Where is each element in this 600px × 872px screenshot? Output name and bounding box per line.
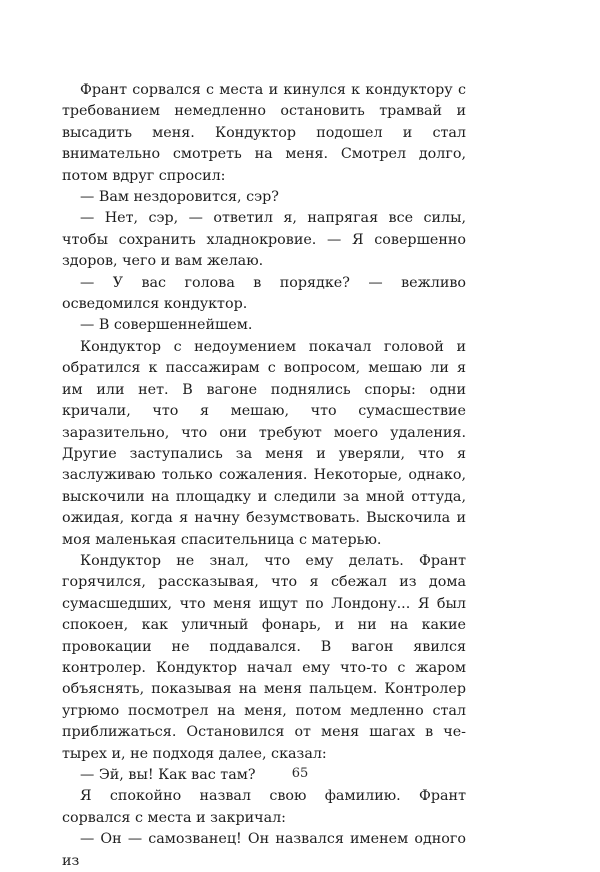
- page-number: 65: [291, 766, 309, 781]
- paragraph: — В совершеннейшем.: [80, 317, 253, 334]
- paragraph: — Вам нездоровится, сэр?: [80, 189, 279, 206]
- paragraph: Кондуктор не знал, что ему делать. Франт горячился, рассказывая, что я сбежал из дома сумасшедших, что меня ищут по Лондону... Я был спокоен, как уличный фонарь, и ни на какие провокации не поддавался. В вагон явился контролер. Кондуктор начал ему что-то с жаром объяснять, показывая на меня пальцем. Контролер угрюмо посмотрел на меня, потом медленно стал приближаться. Остановился от меня шагах в четырех и, не подходя далее, сказал:: [62, 552, 466, 762]
- paragraph: — Нет, сэр, — ответил я, напрягая все силы, чтобы сохранить хладнокровие. — Я совершенно здоров, чего и вам желаю.: [62, 210, 466, 270]
- paragraph: — Эй, вы! Как вас там?: [80, 767, 256, 783]
- paragraph: Кондуктор с недоумением покачал головой и обратился к пассажирам с вопросом, мешаю ли я им или нет. В вагоне поднялись споры: одни кричали, что я мешаю, что сумасшествие заразительно, что они требуют моего удаления. Другие заступались за меня и уверяли, что я заслуживаю только сожаления. Некоторые, однако, выскочили на площадку и следили за мной оттуда, ожидая, когда я начну безумствовать. Выскочила и моя маленькая спасительница с матерью.: [62, 338, 466, 548]
- paragraph: — У вас голова в порядке? — вежливо осведомился кондуктор.: [62, 274, 466, 313]
- paragraph: Я спокойно назвал свою фамилию. Франт сорвался с места и закричал:: [62, 788, 466, 826]
- body-text: [62, 80, 466, 872]
- paragraph: — Он — самозванец! Он назвался именем одного из: [62, 831, 466, 869]
- paragraph: Франт сорвался с места и кинулся к кондуктору с требованием немедленно остановить трамвай и высадить меня. Кондуктор подошел и стал внимательно смотреть на меня. Смотрел долго, потом вдруг спросил:: [62, 82, 466, 184]
